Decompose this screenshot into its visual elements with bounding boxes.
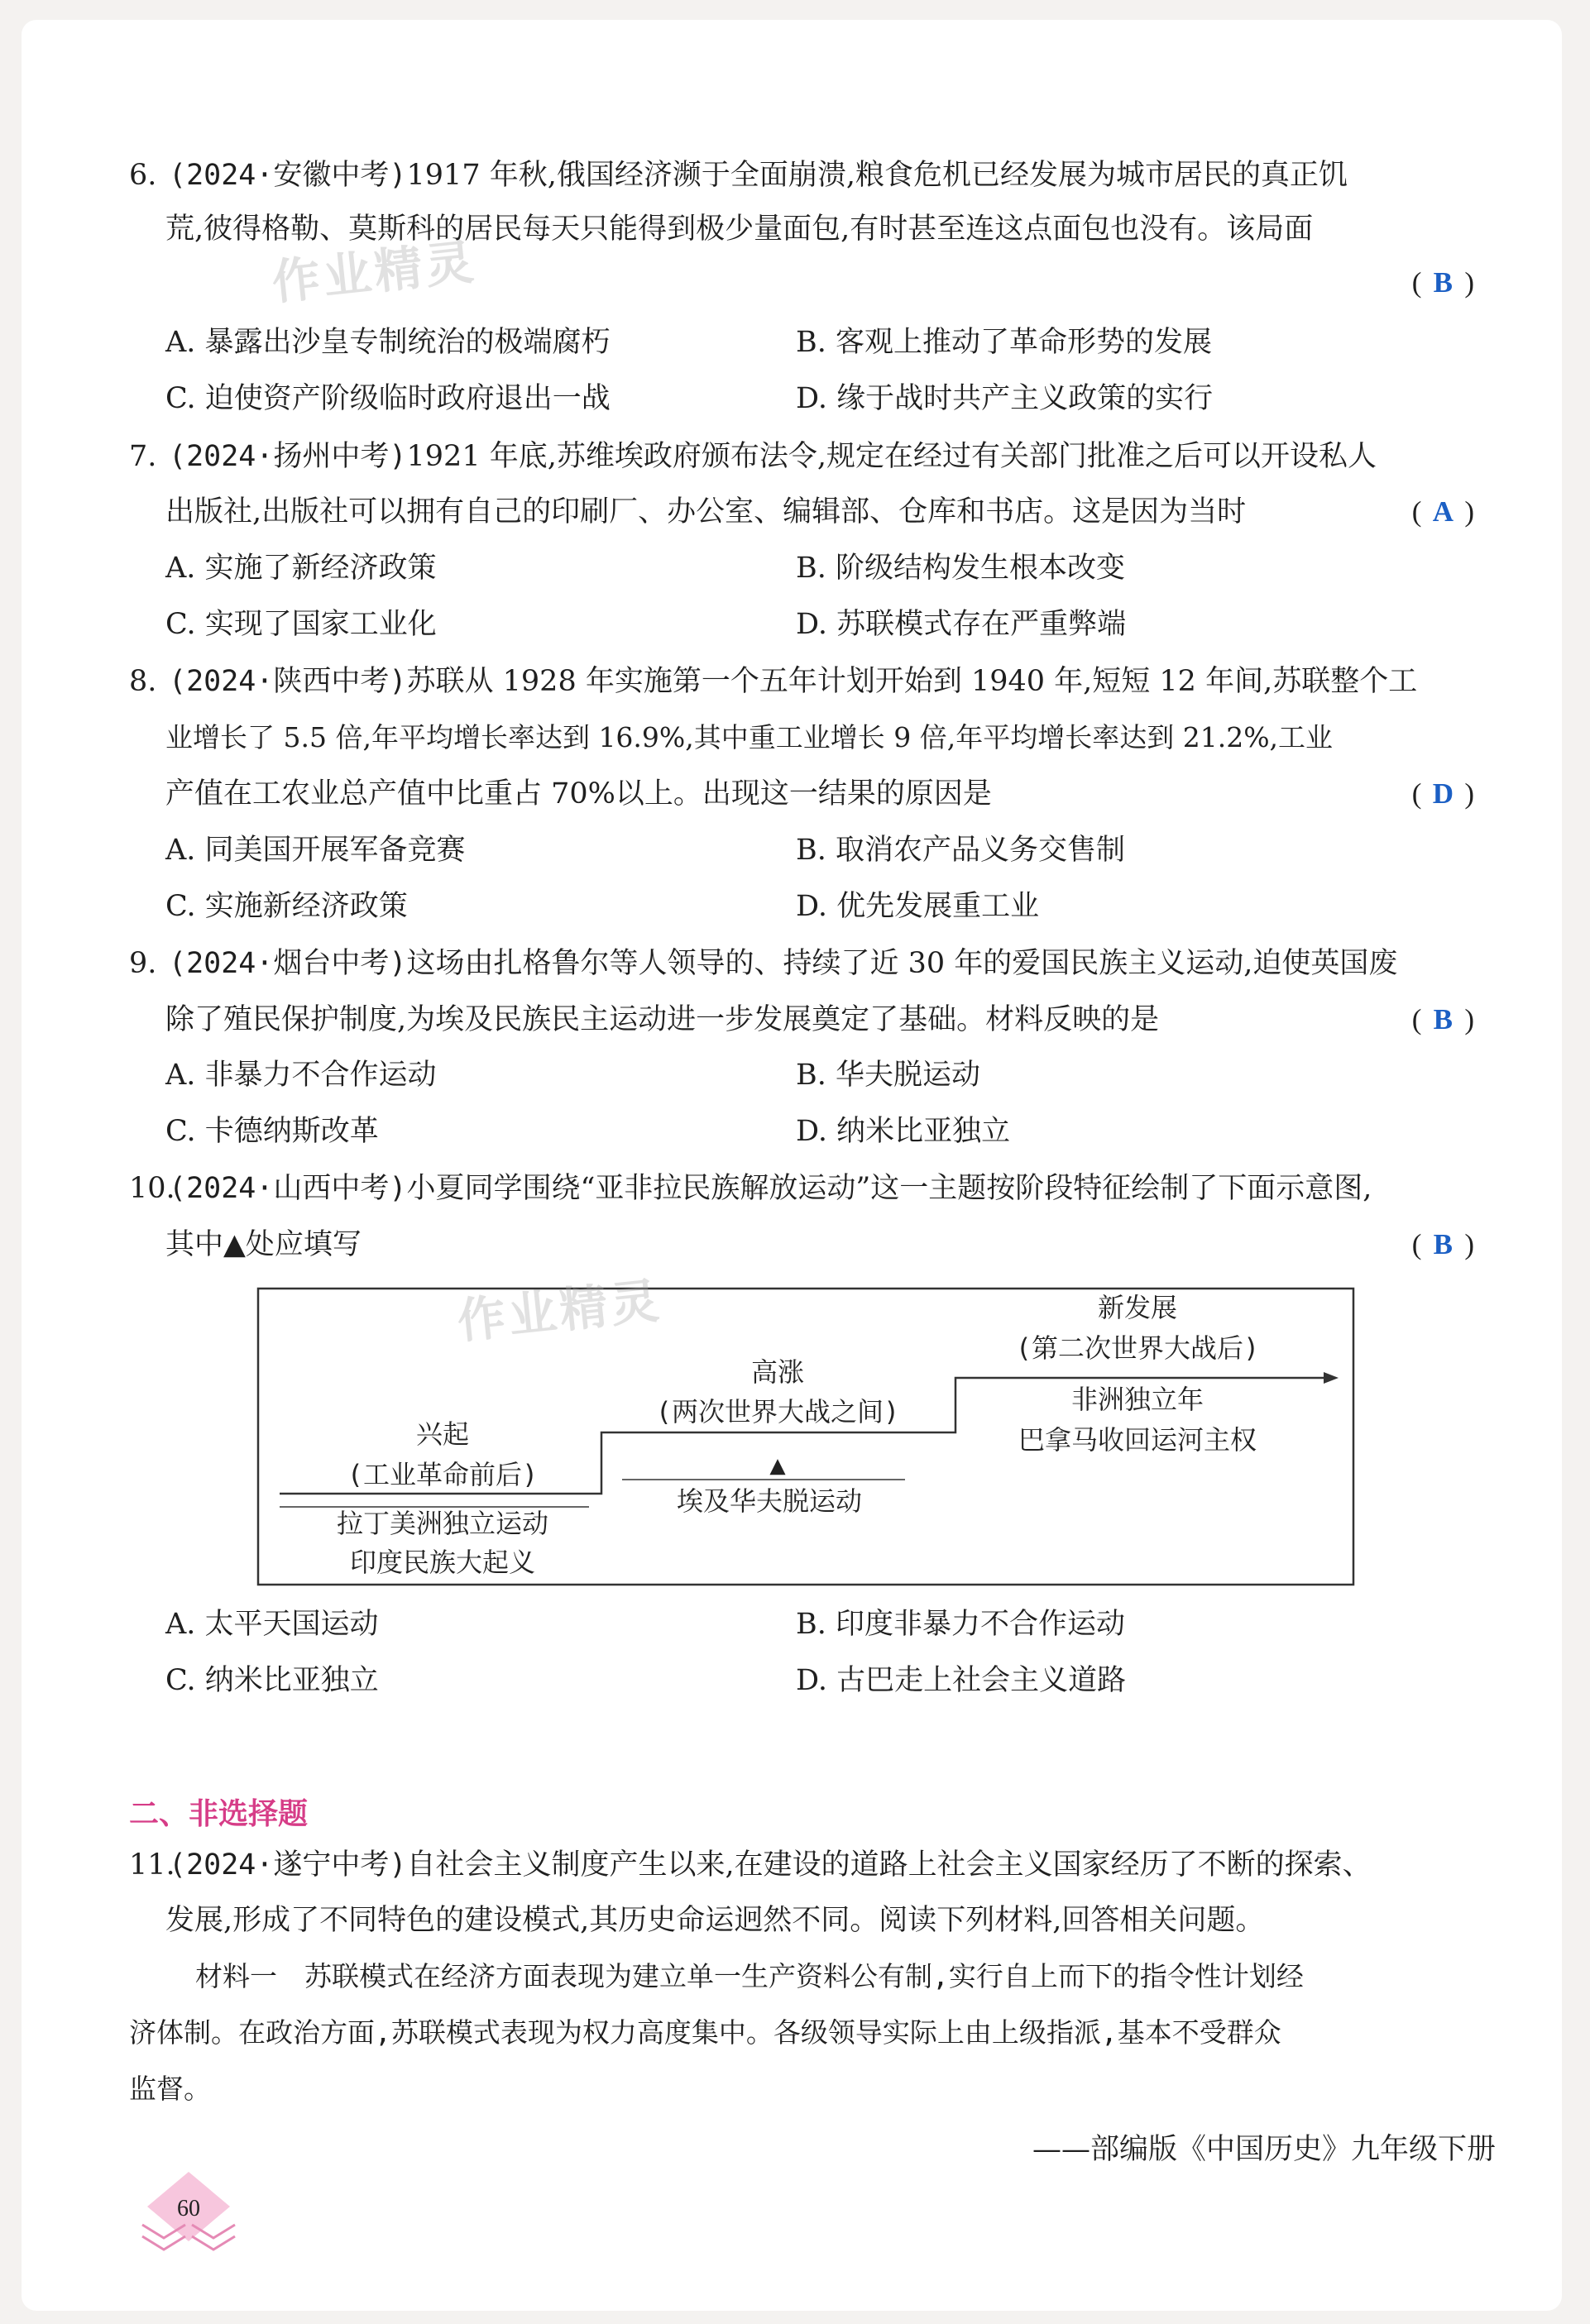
q7-option-b: B. 阶级结构发生根本改变: [796, 552, 1125, 585]
q6-option-d: D. 缘于战时共产主义政策的实行: [796, 382, 1214, 415]
q10-answer: B: [1433, 1228, 1454, 1260]
q11-citation: ——部编版《中国历史》九年级下册: [1032, 2133, 1496, 2166]
page-number: 60: [177, 2196, 200, 2221]
q8-answer: D: [1432, 777, 1454, 810]
q8-answer-box: ( D ): [1412, 776, 1474, 812]
q8-option-d: D. 优先发展重工业: [796, 890, 1040, 923]
section2-title: 二、非选择题: [129, 1797, 309, 1831]
q8-option-c: C. 实施新经济政策: [165, 890, 408, 923]
q6-option-a: A. 暴露出沙皇专制统治的极端腐朽: [165, 326, 611, 359]
stage1-event-2: 印度民族大起义: [349, 1547, 536, 1578]
q9-option-b: B. 华夫脱运动: [796, 1059, 980, 1092]
q11-material1-line1: 材料一 苏联模式在经济方面表现为建立单一生产资料公有制,实行自上而下的指令性计划经: [195, 1960, 1304, 1992]
q6-text-line1: 1917 年秋,俄国经济濒于全面崩溃,粮食危机已经发展为城市居民的真正饥: [406, 159, 1348, 192]
q9-number: 9.: [129, 947, 157, 980]
q7-number: 7.: [129, 440, 157, 473]
q9-stem-line2: 除了殖民保护制度,为埃及民族民主运动进一步发展奠定了基础。材料反映的是: [165, 1003, 1160, 1036]
stage1-title: 兴起: [415, 1418, 470, 1450]
q8-source: (2024·陕西中考): [169, 665, 407, 698]
q8-option-b: B. 取消农产品义务交售制: [796, 834, 1125, 867]
q10-answer-box: ( B ): [1412, 1227, 1474, 1263]
q10-option-a: A. 太平天国运动: [165, 1608, 379, 1641]
stage3-event-1: 非洲独立年: [1070, 1384, 1204, 1415]
q6-answer: B: [1433, 266, 1454, 299]
q7-source: (2024·扬州中考): [169, 440, 407, 473]
q7-stem-line2: 出版社,出版社可以拥有自己的印刷厂、办公室、编辑部、仓库和书店。这是因为当时: [165, 495, 1247, 528]
q11-stem-line2: 发展,形成了不同特色的建设模式,其历史命运迥然不同。阅读下列材料,回答相关问题。: [165, 1904, 1265, 1937]
q11-material1-line2: 济体制。在政治方面,苏联模式表现为权力高度集中。各级领导实际上由上级指派,基本不受群众: [129, 2016, 1281, 2049]
watermark: 作业精灵: [269, 233, 480, 311]
q9-answer-box: ( B ): [1412, 1002, 1474, 1038]
stage3-period: (第二次世界大战后): [1015, 1332, 1260, 1364]
stage2-title: 高涨: [750, 1356, 805, 1388]
stage3-event-2: 巴拿马收回运河主权: [1018, 1424, 1257, 1456]
watermark-diagram-overlay: 作业精灵: [454, 1272, 665, 1350]
stage2-period: (两次世界大战之间): [655, 1396, 900, 1427]
stage1-event-1: 拉丁美洲独立运动: [336, 1508, 549, 1539]
q10-option-d: D. 古巴走上社会主义道路: [796, 1664, 1127, 1697]
q10-number: 10.: [129, 1172, 175, 1205]
q8-number: 8.: [129, 665, 157, 698]
stage2-event-1: 埃及华夫脱运动: [676, 1485, 863, 1517]
q7-answer: A: [1432, 495, 1454, 528]
q6-option-b: B. 客观上推动了革命形势的发展: [796, 326, 1212, 359]
q6-source: (2024·安徽中考): [169, 159, 407, 192]
q8-stem-line3: 产值在工农业总产值中比重占 70%以上。出现这一结果的原因是: [165, 777, 992, 811]
q9-source: (2024·烟台中考): [169, 947, 407, 980]
stage3-title: 新发展: [1097, 1292, 1178, 1323]
q9-text-line1: 这场由扎格鲁尔等人领导的、持续了近 30 年的爱国民族主义运动,迫使英国废: [406, 947, 1398, 980]
q11-number: 11.: [129, 1848, 175, 1882]
q10-option-b: B. 印度非暴力不合作运动: [796, 1608, 1125, 1641]
q9-answer: B: [1433, 1003, 1454, 1035]
q6-option-c: C. 迫使资产阶级临时政府退出一战: [165, 382, 611, 415]
q9-option-d: D. 纳米比亚独立: [796, 1115, 1011, 1148]
q10-stem-line2: 其中▲处应填写: [165, 1228, 362, 1261]
q7-option-d: D. 苏联模式存在严重弊端: [796, 608, 1127, 641]
arrow-head-icon: [1324, 1372, 1339, 1384]
stage2-blank-marker: ▲: [769, 1449, 786, 1480]
q10-source: (2024·山西中考): [169, 1172, 407, 1205]
q6-stem-line2: 荒,彼得格勒、莫斯科的居民每天只能得到极少量面包,有时甚至连这点面包也没有。该局面: [165, 213, 1314, 246]
q10-option-c: C. 纳米比亚独立: [165, 1664, 379, 1697]
q10-text-line1: 小夏同学围绕“亚非拉民族解放运动”这一主题按阶段特征绘制了下面示意图,: [406, 1172, 1372, 1205]
q8-option-a: A. 同美国开展军备竞赛: [165, 834, 466, 867]
q11-stem-line1: [169, 1847, 1372, 1883]
q8-text-line1: 苏联从 1928 年实施第一个五年计划开始到 1940 年,短短 12 年间,苏联整个工: [406, 665, 1418, 698]
q11-source: (2024·遂宁中考): [169, 1848, 407, 1882]
q9-option-a: A. 非暴力不合作运动: [165, 1059, 437, 1092]
q6-number: 6.: [129, 159, 157, 192]
q6-answer-box: ( B ): [1412, 265, 1474, 301]
q7-option-c: C. 实现了国家工业化: [165, 608, 437, 641]
q7-text-line1: 1921 年底,苏维埃政府颁布法令,规定在经过有关部门批准之后可以开设私人: [406, 440, 1377, 473]
q11-text-line1: 自社会主义制度产生以来,在建设的道路上社会主义国家经历了不断的探索、: [406, 1848, 1372, 1882]
q11-material1-line3: 监督。: [129, 2073, 211, 2105]
q7-answer-box: ( A ): [1412, 494, 1474, 530]
q9-option-c: C. 卡德纳斯改革: [165, 1115, 379, 1148]
q8-stem-line2: 业增长了 5.5 倍,年平均增长率达到 16.9%,其中重工业增长 9 倍,年平均增长率达到 21.2%,工业: [165, 721, 1334, 753]
q7-option-a: A. 实施了新经济政策: [165, 552, 437, 585]
stage1-period: (工业革命前后): [347, 1459, 539, 1490]
